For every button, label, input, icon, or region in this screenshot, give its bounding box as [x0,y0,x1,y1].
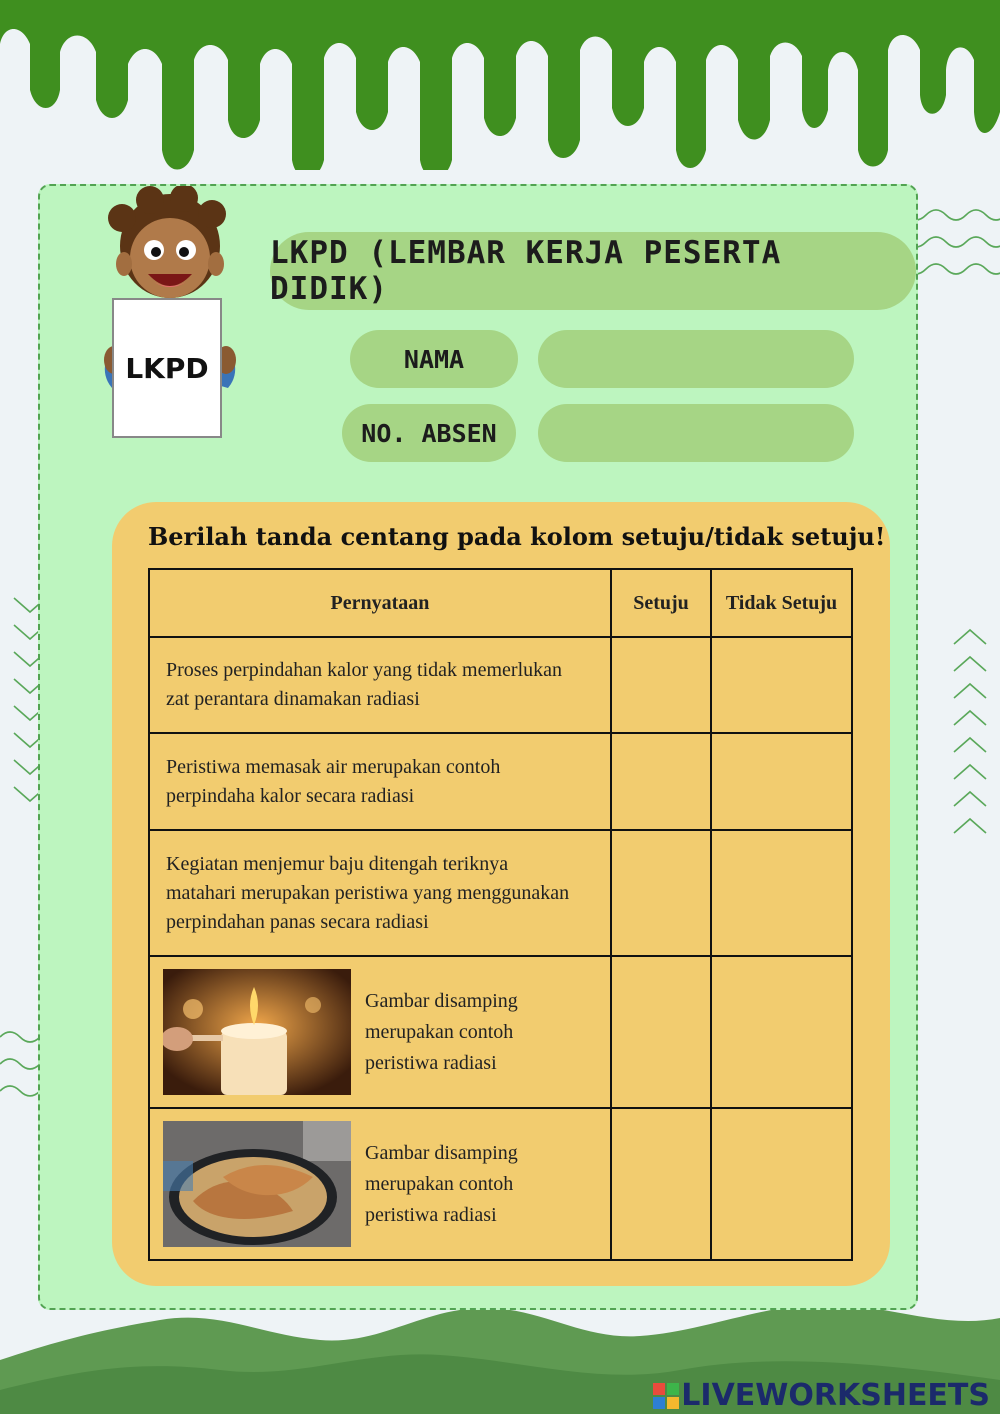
tidak-setuju-checkbox-cell[interactable] [711,733,852,830]
statement-line: perpindaha kalor secara radiasi [166,784,415,807]
absen-label: NO. ABSEN [342,404,516,462]
tidak-setuju-checkbox-cell[interactable] [711,637,852,733]
candle-photo [163,969,351,1095]
setuju-checkbox-cell[interactable] [611,956,711,1108]
statement-line: peristiwa radiasi [365,1203,497,1226]
nama-label: NAMA [350,330,518,388]
table-row [149,830,852,956]
tidak-setuju-checkbox-cell[interactable] [711,830,852,956]
statement-line: Gambar disamping [365,989,518,1012]
watermark-text: LIVEWORKSHEETS [681,1378,990,1413]
table-row [149,956,852,1108]
statement-line: zat perantara dinamakan radiasi [166,688,420,710]
statement-cell [149,733,611,830]
absen-input[interactable] [538,404,854,462]
statement-cell [149,637,611,733]
instruction-text: Berilah tanda centang pada kolom setuju/tidak setuju! [148,522,886,551]
statement-line: matahari merupakan peristiwa yang menggunakan [166,881,570,904]
setuju-checkbox-cell[interactable] [611,733,711,830]
setuju-checkbox-cell[interactable] [611,1108,711,1260]
statement-line: Proses perpindahan kalor yang tidak memerlukan [166,659,562,681]
statement-line: merupakan contoh [365,1020,514,1043]
nama-input[interactable] [538,330,854,388]
statement-line: Peristiwa memasak air merupakan contoh [166,755,501,778]
statement-line: Gambar disamping [365,1141,518,1164]
header-setuju: Setuju [611,569,711,637]
lkpd-sign: LKPD [112,298,222,438]
statement-table [148,568,853,1261]
frying-fish-photo [163,1121,351,1247]
liveworksheets-logo-icon [653,1383,679,1409]
chevron-up-decoration [950,626,990,850]
table-header-row [149,569,852,637]
statement-line: peristiwa radiasi [365,1051,497,1074]
statement-cell [149,830,611,956]
statement-line: merupakan contoh [365,1172,514,1195]
statement-cell [149,956,611,1108]
setuju-checkbox-cell[interactable] [611,637,711,733]
tidak-setuju-checkbox-cell[interactable] [711,956,852,1108]
statement-cell [149,1108,611,1260]
table-row [149,733,852,830]
statement-line: Kegiatan menjemur baju ditengah teriknya [166,852,509,875]
tidak-setuju-checkbox-cell[interactable] [711,1108,852,1260]
setuju-checkbox-cell[interactable] [611,830,711,956]
statement-line: perpindahan panas secara radiasi [166,910,429,933]
table-row [149,637,852,733]
slime-drip-decoration [0,0,1000,170]
page-title: LKPD (LEMBAR KERJA PESERTA DIDIK) [270,232,916,310]
header-tidak-setuju: Tidak Setuju [711,569,852,637]
table-row [149,1108,852,1260]
liveworksheets-watermark [653,1378,990,1413]
header-pernyataan: Pernyataan [149,569,611,637]
